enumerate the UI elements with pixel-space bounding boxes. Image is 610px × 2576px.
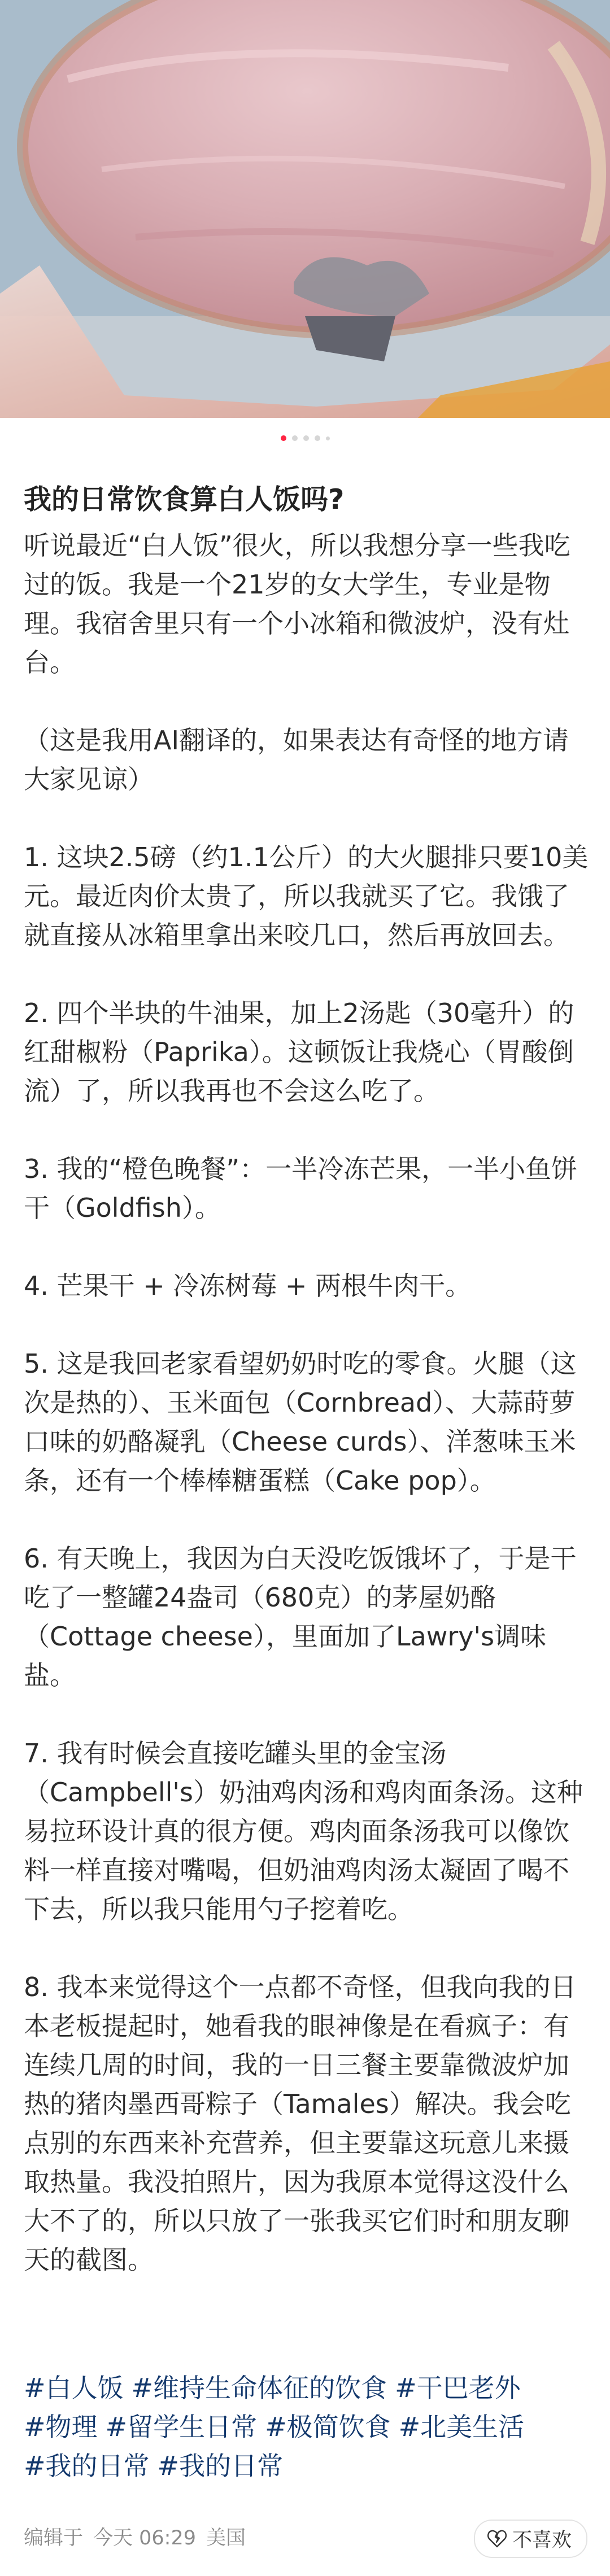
hashtag-link[interactable]: #白人饭 [24,2373,124,2403]
post-paragraph-intro: 听说最近“白人饭”很火，所以我想分享一些我吃过的饭。我是一个21岁的女大学生，专业是物理。我宿舍里只有一个小冰箱和微波炉，没有灶台。 [24,530,570,678]
carousel-indicator [0,434,610,443]
post-meta [24,2524,246,2552]
carousel-dot[interactable] [326,436,330,440]
hashtag-link[interactable]: #物理 [24,2412,98,2442]
post-paragraph-item-6: 6. 有天晚上，我因为白天没吃饭饿坏了，于是干吃了一整罐24盎司（680克）的茅屋奶酪（Cottage cheese），里面加了Lawry's调味盐。 [24,1543,577,1691]
hashtag-link[interactable]: #干巴老外 [395,2373,521,2403]
hashtag-link[interactable]: #极简饮食 [265,2412,391,2442]
post-paragraph-item-4: 4. 芒果干 + 冷冻树莓 + 两根牛肉干。 [24,1270,472,1301]
carousel-dot[interactable] [292,435,298,441]
hashtag-link[interactable]: #我的日常 [24,2451,150,2481]
ham-photo-illustration [0,0,610,418]
post-paragraph-item-5: 5. 这是我回老家看望奶奶时吃的零食。火腿（这次是热的）、玉米面包（Cornbread）、大蒜莳萝口味的奶酪凝乳（Cheese curds）、洋葱味玉米条，还有一个棒棒糖蛋糕（Cake pop）。 [24,1348,577,1496]
post-paragraph-note: （这是我用AI翻译的，如果表达有奇怪的地方请大家见谅） [24,725,569,794]
post-location: 美国 [206,2527,246,2549]
hashtag-list [24,2369,594,2486]
post-image-ham-steak[interactable] [0,0,610,418]
post-paragraph-item-2: 2. 四个半块的牛油果，加上2汤匙（30毫升）的红甜椒粉（Paprika）。这顿饭让我烧心（胃酸倒流）了，所以我再也不会这么吃了。 [24,998,574,1106]
dislike-button[interactable] [474,2520,587,2558]
post-paragraph-item-8: 8. 我本来觉得这个一点都不奇怪，但我向我的日本老板提起时，她看我的眼神像是在看疯子：有连续几周的时间，我的一日三餐主要靠微波炉加热的猪肉墨西哥粽子（Tamales）解决。我会吃点别的东西来补充营养，但主要靠这玩意儿来摄取热量。我没拍照片，因为我原本觉得这没什么大不了的，所以只放了一张我买它们时和朋友聊天的截图。 [24,1972,577,2275]
edited-time: 今天 06:29 [93,2527,197,2549]
post-body [24,526,589,2319]
broken-heart-icon [487,2530,507,2548]
hashtag-link[interactable]: #我的日常 [157,2451,284,2481]
hashtag-link[interactable]: #留学生日常 [105,2412,258,2442]
post-paragraph-item-1: 1. 这块2.5磅（约1.1公斤）的大火腿排只要10美元。最近肉价太贵了，所以我就买了它。我饿了就直接从冰箱里拿出来咬几口，然后再放回去。 [24,842,589,950]
carousel-dot-active[interactable] [281,435,286,441]
edited-label: 编辑于 [24,2527,84,2549]
carousel-dot[interactable] [303,435,309,441]
carousel-dot[interactable] [315,435,320,441]
post-paragraph-item-3: 3. 我的“橙色晚餐”：一半冷冻芒果，一半小鱼饼干（Goldfish）。 [24,1154,578,1223]
hashtag-link[interactable]: #北美生活 [398,2412,525,2442]
post-paragraph-item-7: 7. 我有时候会直接吃罐头里的金宝汤（Campbell's）奶油鸡肉汤和鸡肉面条汤。这种易拉环设计真的很方便。鸡肉面条汤我可以像饮料一样直接对嘴喝，但奶油鸡肉汤太凝固了喝不下去，所以我只能用勺子挖着吃。 [24,1738,583,1924]
dislike-label: 不喜欢 [512,2529,572,2552]
post-title: 我的日常饮食算白人饭吗? [24,483,345,516]
hashtag-link[interactable]: #维持生命体征的饮食 [131,2373,387,2403]
